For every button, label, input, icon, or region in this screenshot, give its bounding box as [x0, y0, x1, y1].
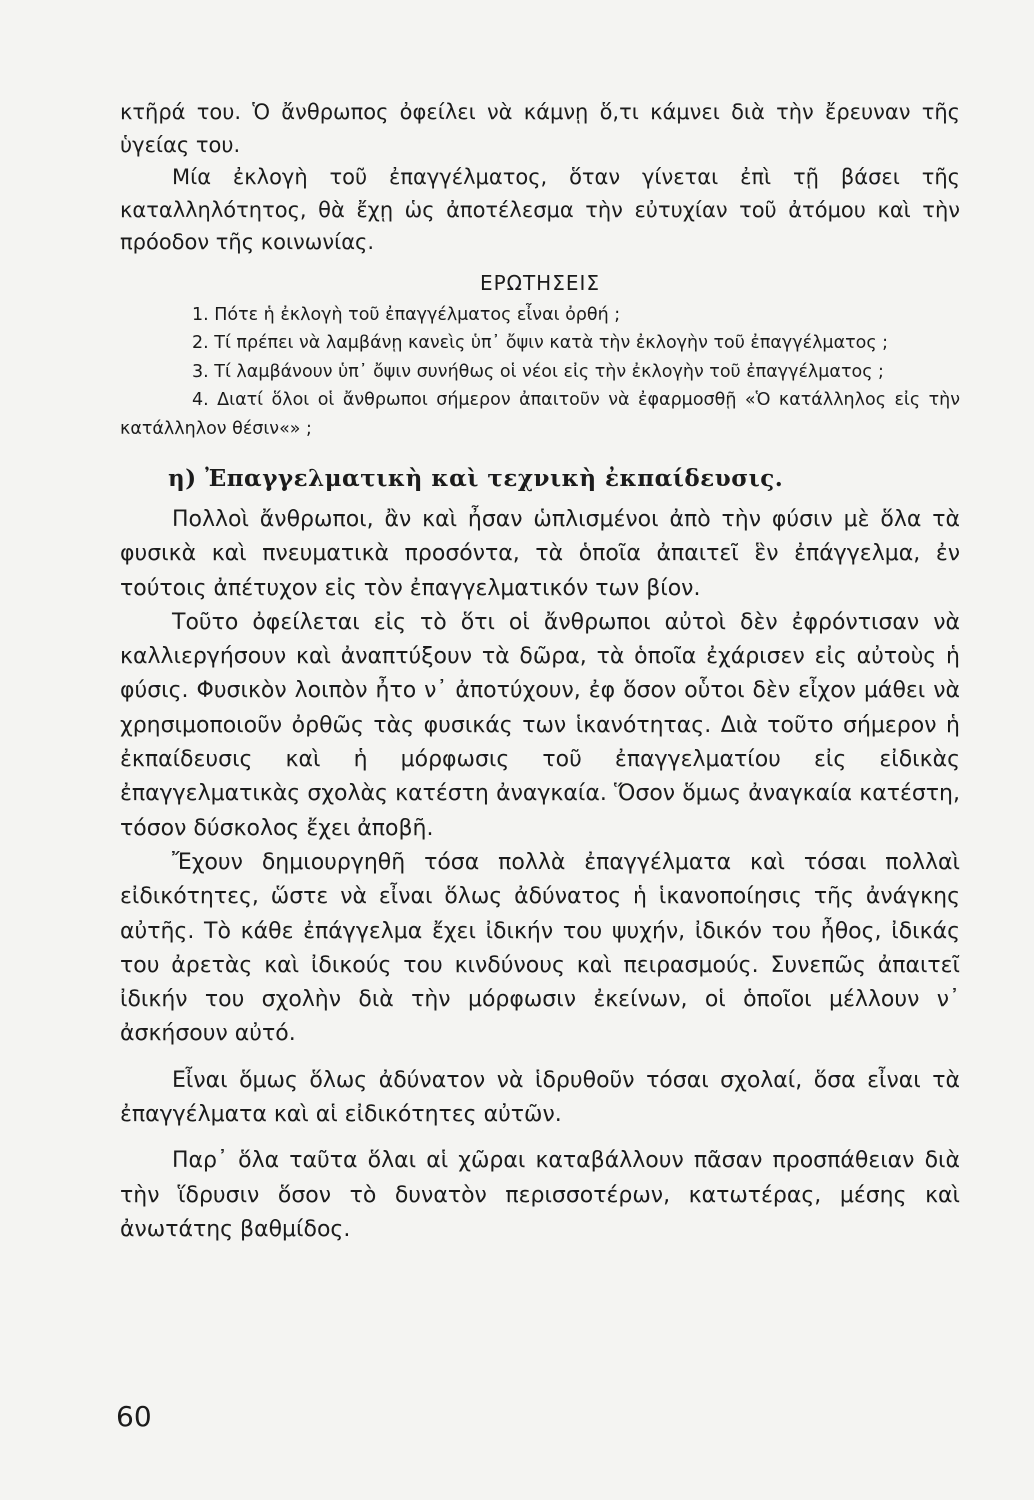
page-number: 60 — [116, 1400, 152, 1433]
question-item: 1. Πότε ἡ ἐκλογὴ τοῦ ἐπαγγέλματος εἶναι ὀρθή ; — [192, 304, 621, 325]
paragraph-gap — [120, 1132, 960, 1144]
section-heading: η) Ἐπαγγελματικὴ καὶ τεχνικὴ ἐκπαίδευσις. — [168, 465, 784, 492]
body-paragraph: Εἶναι ὅμως ὅλως ἀδύνατον νὰ ἱδρυθοῦν τόσαι σχολαί, ὅσα εἶναι τὰ ἐπαγγέλματα καὶ αἱ εἰδικότητες αὐτῶν. — [120, 1067, 960, 1128]
paragraph-continuation: κτῆρά του. Ὁ ἄνθρωπος ὀφείλει νὰ κάμνῃ ὅ,τι κάμνει διὰ τὴν ἔρευναν τῆς ὑγείας του. — [120, 100, 960, 157]
page-content — [120, 96, 960, 1247]
body-paragraph: Πολλοὶ ἄνθρωποι, ἂν καὶ ἦσαν ὡπλισμένοι ἀπὸ τὴν φύσιν μὲ ὅλα τὰ φυσικὰ καὶ πνευματικὰ προσόντα, τὰ ὁποῖα ἀπαιτεῖ ἓν ἐπάγγελμα, ἐν τούτοις ἀπέτυχον εἰς τὸν ἐπαγγελματικόν των βίον. — [120, 507, 960, 601]
paragraph-gap — [120, 1052, 960, 1064]
section-body — [120, 503, 960, 1247]
questions-title: ΕΡΩΤΗΣΕΙΣ — [479, 270, 601, 295]
questions-list — [120, 301, 960, 444]
question-item: 3. Τί λαμβάνουν ὑπ᾿ ὄψιν συνήθως οἱ νέοι εἰς τὴν ἐκλογὴν τοῦ ἐπαγγέλματος ; — [192, 361, 884, 382]
question-item: 2. Τί πρέπει νὰ λαμβάνῃ κανεὶς ὑπ᾿ ὄψιν κατὰ τὴν ἐκλογὴν τοῦ ἐπαγγέλματος ; — [192, 333, 889, 353]
paragraph-choice-of-profession: Μία ἐκλογὴ τοῦ ἐπαγγέλματος, ὅταν γίνεται ἐπὶ τῇ βάσει τῆς καταλληλότητος, θὰ ἔχῃ ὡς ἀποτέλεσμα τὴν εὐτυχίαν τοῦ ἀτόμου καὶ τὴν πρόοδον τῆς κοινωνίας. — [120, 165, 960, 254]
question-item: 4. Διατί ὅλοι οἱ ἄνθρωποι σήμερον ἀπαιτοῦν νὰ ἐφαρμοσθῇ «Ὁ κατάλληλος εἰς τὴν κατάλληλον θέσιν«» ; — [120, 390, 960, 439]
body-paragraph: Παρ᾿ ὅλα ταῦτα ὅλαι αἱ χῶραι καταβάλλουν πᾶσαν προσπάθειαν διὰ τὴν ἵδρυσιν ὅσον τὸ δυνατὸν περισσοτέρων, κατωτέρας, μέσης καὶ ἀνωτάτης βαθμίδος. — [120, 1148, 960, 1242]
body-paragraph: Τοῦτο ὀφείλεται εἰς τὸ ὅτι οἱ ἄνθρωποι αὐτοὶ δὲν ἐφρόντισαν νὰ καλλιεργήσουν καὶ ἀναπτύξουν τὰ δῶρα, τὰ ὁποῖα ἐχάρισεν εἰς αὐτοὺς ἡ φύσις. Φυσικὸν λοιπὸν ἦτο ν᾿ ἀποτύχουν, ἐφ ὅσον οὗτοι δὲν εἶχον μάθει νὰ χρησιμοποιοῦν ὀρθῶς τὰς φυσικάς των ἱκανότητας. Διὰ τοῦτο σήμερον ἡ ἐκπαίδευσις καὶ ἡ μόρφωσις τοῦ ἐπαγγελματίου εἰς εἰδικὰς ἐπαγγελματικὰς σχολὰς κατέστη ἀναγκαία. Ὅσον ὅμως ἀναγκαία κατέστη, τόσον δύσκολος ἔχει ἀποβῆ. — [120, 609, 960, 841]
body-paragraph: Ἔχουν δημιουργηθῆ τόσα πολλὰ ἐπαγγέλματα καὶ τόσαι πολλαὶ εἰδικότητες, ὥστε νὰ εἶναι ὅλως ἀδύνατος ἡ ἱκανοποίησις τῆς ἀνάγκης αὐτῆς. Τὸ κάθε ἐπάγγελμα ἔχει ἰδικήν του ψυχήν, ἰδικόν του ἦθος, ἰδικάς του ἀρετὰς καὶ ἰδικούς του κινδύνους καὶ πειρασμούς. Συνεπῶς ἀπαιτεῖ ἰδικήν του σχολὴν διὰ τὴν μόρφωσιν ἐκείνων, οἱ ὁποῖοι μέλλουν ν᾿ ἀσκήσουν αὐτό. — [120, 849, 960, 1047]
